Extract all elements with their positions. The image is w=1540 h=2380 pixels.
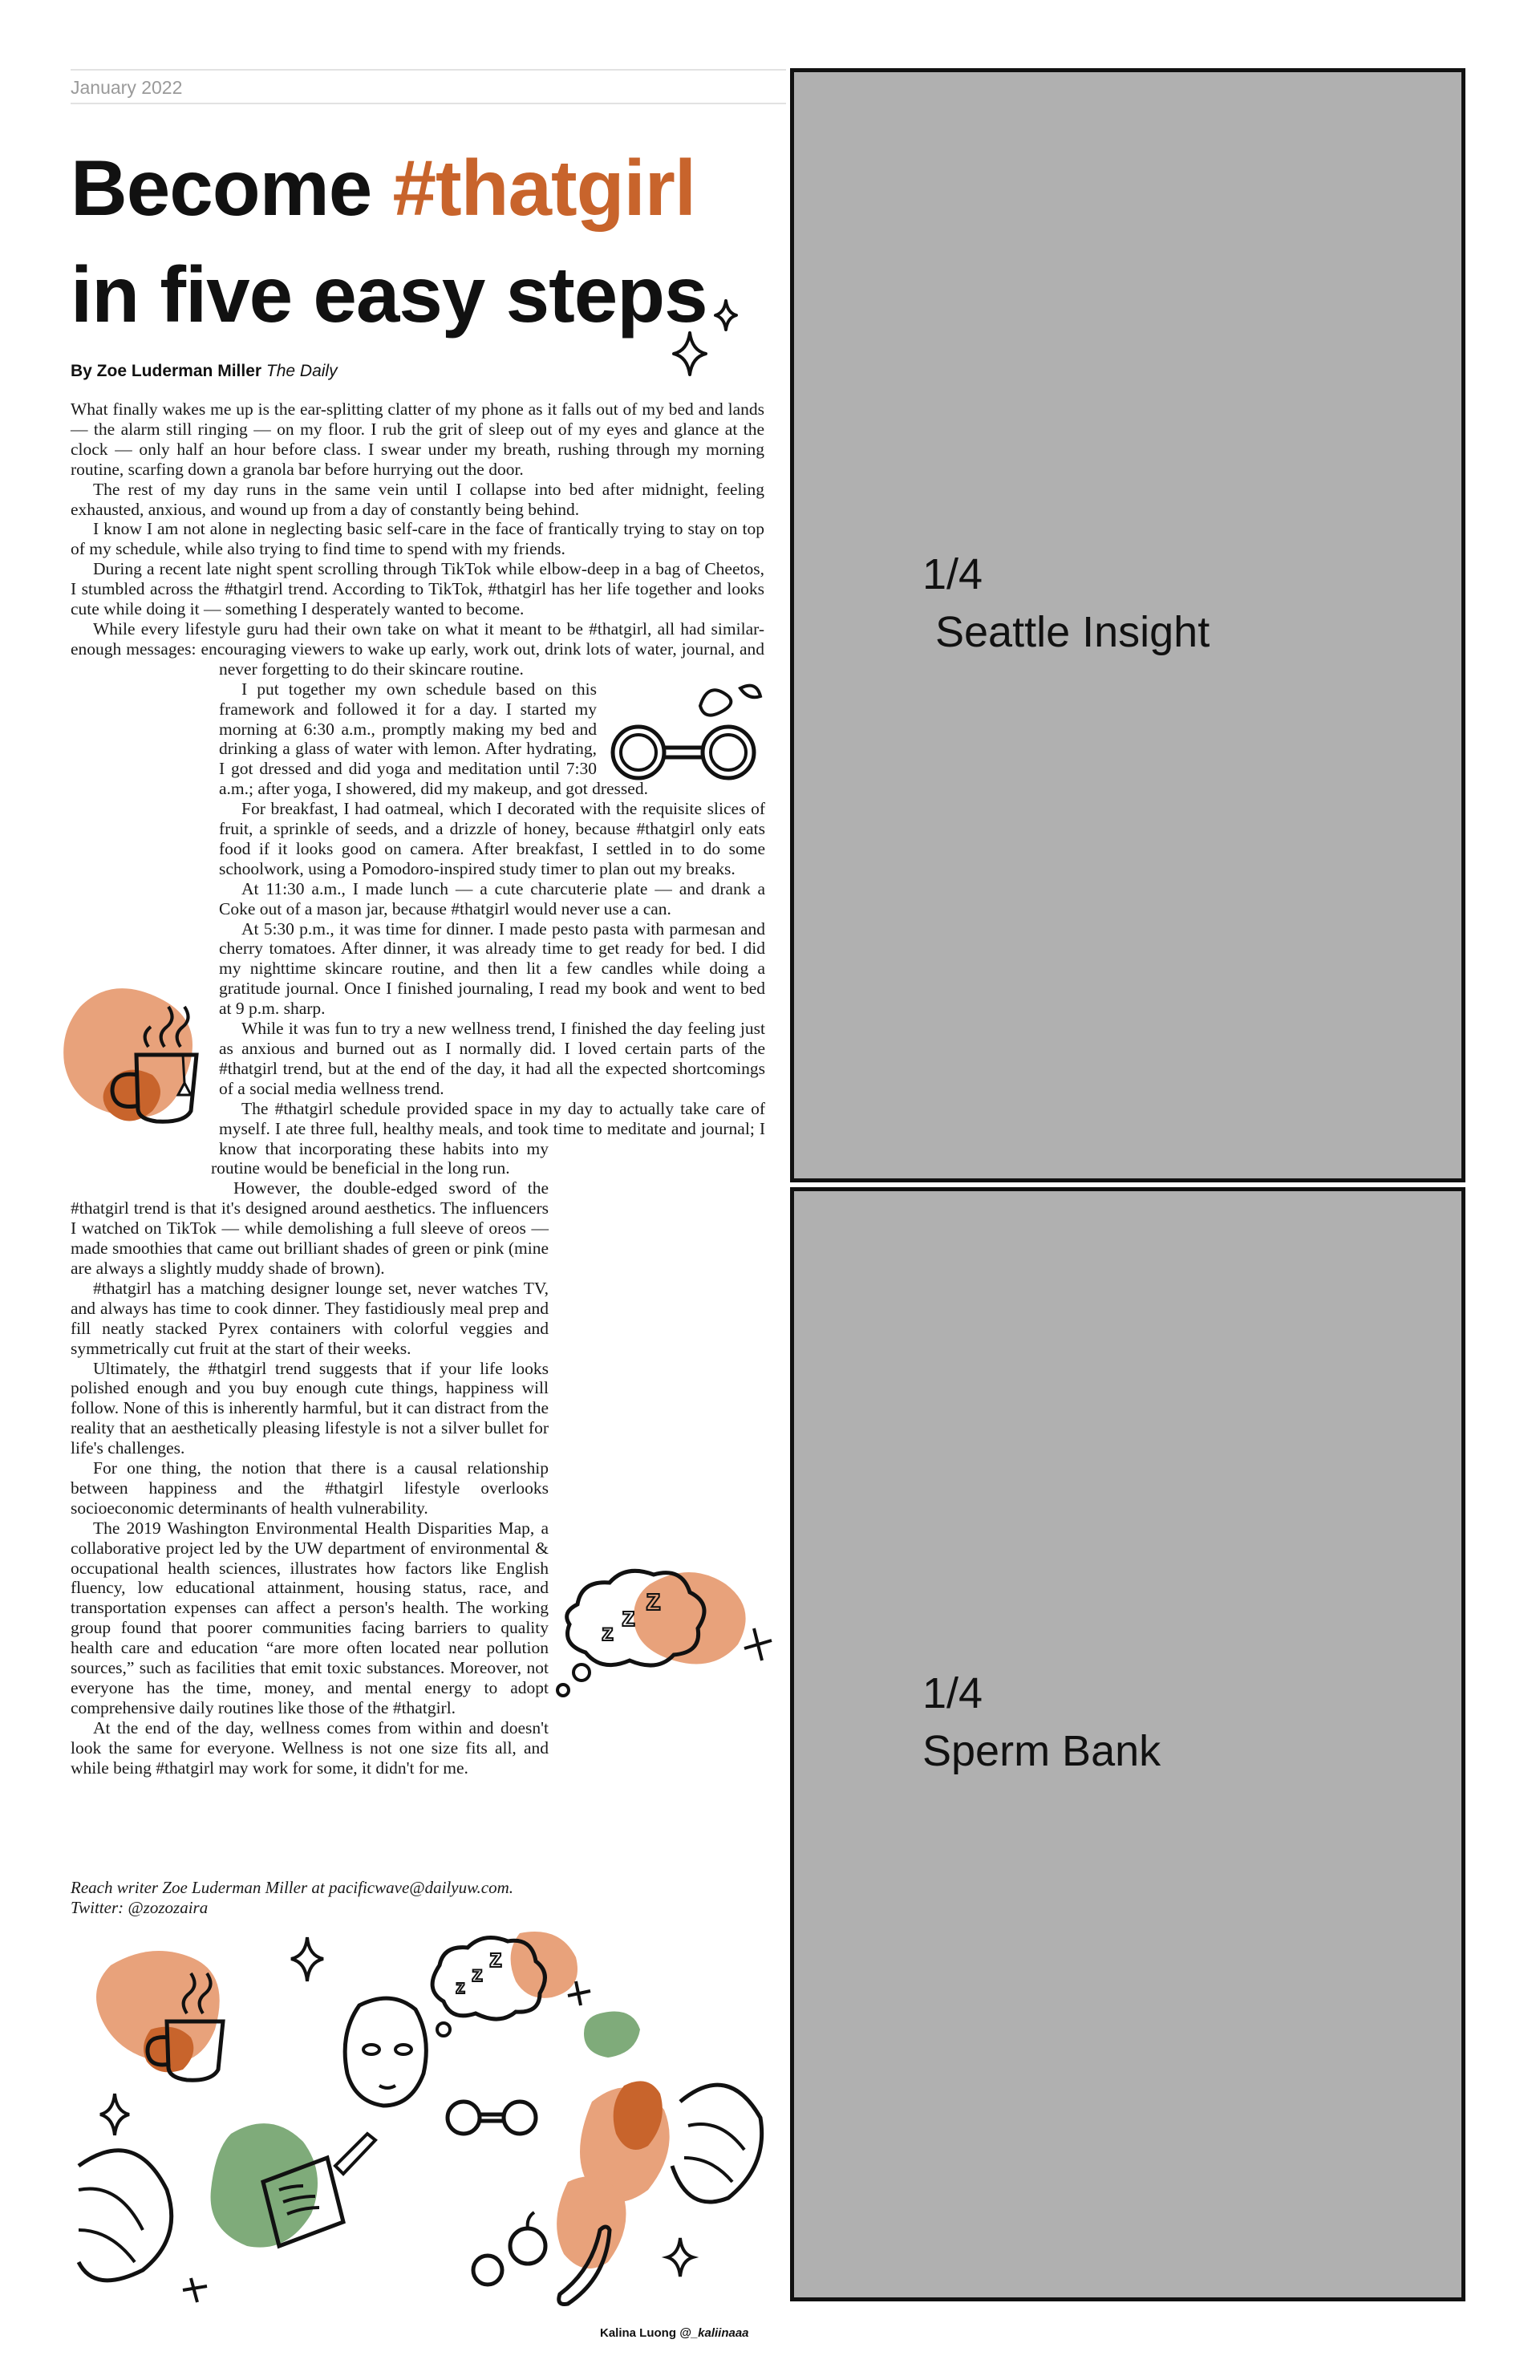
contact-email: Reach writer Zoe Luderman Miller at pacificwave@dailyuw.com. xyxy=(71,1878,514,1897)
sleep-cloud-icon xyxy=(553,1560,778,1705)
ad-name: Sperm Bank xyxy=(922,1727,1161,1775)
paragraph: At 11:30 a.m., I made lunch — a cute charcuterie plate — and drank a Coke out of a mason jar, because #thatgirl would never use a can. xyxy=(219,878,765,918)
paragraph: I know I am not alone in neglecting basic self-care in the face of frantically trying to stay on top of my schedule, while also trying to find time to spend with my friends. xyxy=(71,519,764,559)
issue-date: January 2022 xyxy=(71,77,183,98)
paragraph: However, the double-edged sword of the #thatgirl trend is that it's designed around aesthetics. The influencers I watched on TikTok — while demolishing a full sleeve of oreos — made smoothies that came out brilliant shades of green or pink (mine are always a slightly muddy shade of brown). xyxy=(71,1178,549,1278)
headline-hashtag: #thatgirl xyxy=(392,144,696,232)
paragraph: During a recent late night spent scrolling through TikTok while elbow-deep in a bag of Cheetos, I stumbled across the #thatgirl trend. According to TikTok, #thatgirl has her life together and looks cute while doing it — something I desperately wanted to become. xyxy=(71,559,764,619)
paragraph: While every lifestyle guru had their own take on what it meant to be #thatgirl, all had similar-enough messages: encouraging viewers to wake up early, work out, drink lots of water, journal, and never forgetting to do their skincare routine. xyxy=(71,618,764,679)
paragraph: The #thatgirl schedule provided space in my day to actually take care of myself. I ate three full, healthy meals, and took time to meditate and journal; I know that incorporating these habits into my routine would be beneficial in the long run. xyxy=(211,1098,765,1178)
paragraph: #thatgirl has a matching designer lounge set, never watches TV, and always has time to cook dinner. They fastidiously meal prep and fill neatly stacked Pyrex containers with colorful veggies and symmetrically cut fruit at the start of their weeks. xyxy=(71,1278,549,1358)
svg-text:z: z xyxy=(472,1961,483,1986)
byline xyxy=(71,362,338,381)
byline-outlet: The Daily xyxy=(265,362,338,380)
ad-name: Seattle Insight xyxy=(935,608,1210,656)
contact-info xyxy=(71,1878,513,1918)
headline-lead: Become xyxy=(71,144,393,232)
ad-label xyxy=(922,545,1210,661)
illustration-credit xyxy=(600,2326,749,2340)
paragraph: For one thing, the notion that there is a causal relationship between happiness and the #thatgirl lifestyle overlooks socioeconomic determinants of health vulnerability. xyxy=(71,1458,549,1518)
credit-handle: @_kaliinaaa xyxy=(679,2326,749,2340)
credit-name: Kalina Luong xyxy=(600,2326,676,2340)
paragraph: The 2019 Washington Environmental Health Disparities Map, a collaborative project led by the UW department of environmental & occupational health sciences, illustrates how factors like English fluency, low educational attainment, housing status, race, and transportation expenses can affect a person's health. The working group found that poorer communities facing barriers to quality health care and education “are more often located near pollution sources,” such as facilities that emit toxic substances. Moreover, not everyone has the time, money, and mental energy to adopt comprehensive daily routines like those of the #thatgirl. xyxy=(71,1518,549,1717)
paragraph: While it was fun to try a new wellness trend, I finished the day feeling just as anxious and burned out as I normally did. I loved certain parts of the #thatgirl trend, but at the end of the day, it had all the expected shortcomings of a social media wellness trend. xyxy=(219,1019,765,1098)
sparkle-icon xyxy=(666,293,754,397)
date-rule xyxy=(71,103,786,104)
tea-mug-icon xyxy=(56,975,217,1151)
contact-twitter: Twitter: @zozozaira xyxy=(71,1898,209,1917)
ad-size: 1/4 xyxy=(922,1669,983,1717)
ad-slot-sperm-bank xyxy=(790,1187,1465,2301)
paragraph: Ultimately, the #thatgirl trend suggests that if your life looks polished enough and you buy enough cute things, happiness will follow. None of this is inherently harmful, but it can distract from the reality that an aesthetically pleasing lifestyle is not a silver bullet for life's challenges. xyxy=(71,1358,549,1458)
paragraph: I put together my own schedule based on this framework and followed it for a day. I started my morning at 6:30 a.m., promptly making my bed and drinking a glass of water with lemon. After hydrating, I got dressed and did yoga and meditation until 7:30 a.m.; after yoga, I showered, did my makeup, and got dressed. xyxy=(219,679,648,799)
ad-slot-seattle-insight xyxy=(790,68,1465,1182)
headline-tail: in five easy steps xyxy=(71,250,707,339)
paragraph: For breakfast, I had oatmeal, which I decorated with the requisite slices of fruit, a sprinkle of seeds, and a drizzle of honey, because #thatgirl only eats food if it looks good on camera. After breakfast, I settled in to do some schoolwork, using a Pomodoro-inspired study timer to plan out my breaks. xyxy=(219,799,765,878)
byline-author: By Zoe Luderman Miller xyxy=(71,362,262,380)
dumbbell-icon xyxy=(600,672,768,801)
ad-size: 1/4 xyxy=(922,550,983,598)
paragraph: At 5:30 p.m., it was time for dinner. I made pesto pasta with parmesan and cherry tomatoes. After dinner, it was already time to get ready for bed. I did my nighttime skincare routine, and then lit a few candles while doing a gratitude journal. Once I finished journaling, I read my book and went to bed at 9 p.m. sharp. xyxy=(219,918,765,1019)
wellness-collage-illustration xyxy=(71,1925,768,2318)
paragraph: At the end of the day, wellness comes from within and doesn't look the same for everyone. Wellness is not one size fits all, and while being #thatgirl may work for some, it didn't for me. xyxy=(71,1717,549,1778)
paragraph: The rest of my day runs in the same vein until I collapse into bed after midnight, feeling exhausted, anxious, and wound up from a day of constantly being behind. xyxy=(71,479,764,519)
svg-text:z: z xyxy=(602,1620,614,1646)
paragraph: What finally wakes me up is the ear-splitting clatter of my phone as it falls out of my bed and lands — the alarm still ringing — on my floor. I rub the grit of sleep out of my eyes and glance at the clock — only half an hour before class. I swear under my breath, rushing through my morning routine, scarfing down a granola bar before hurrying out the door. xyxy=(71,399,764,479)
svg-text:z: z xyxy=(622,1602,635,1632)
svg-text:z: z xyxy=(489,1944,502,1973)
ad-label xyxy=(922,1664,1161,1780)
top-rule xyxy=(71,69,786,71)
svg-text:z: z xyxy=(646,1583,661,1617)
svg-text:z: z xyxy=(456,1977,465,1998)
